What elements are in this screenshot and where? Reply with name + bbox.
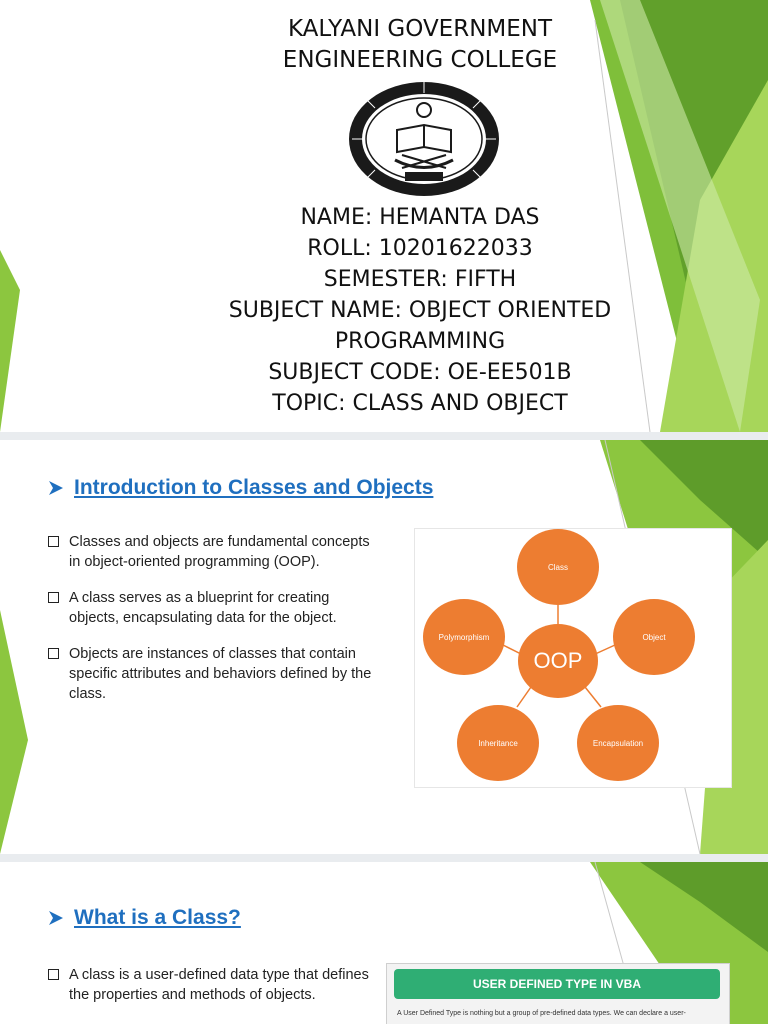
list-item bbox=[48, 644, 378, 704]
oop-node-inheritance bbox=[457, 705, 539, 781]
vba-banner: USER DEFINED TYPE IN VBA bbox=[394, 969, 720, 999]
college-name-line-1: KALYANI GOVERNMENT bbox=[287, 16, 553, 42]
oop-node-encapsulation bbox=[577, 705, 659, 781]
checkbox-bullet-icon bbox=[48, 648, 59, 659]
bullet-list bbox=[48, 532, 378, 720]
node-label: Polymorphism bbox=[438, 632, 490, 642]
class-slide bbox=[0, 862, 768, 1024]
oop-node-polymorphism bbox=[423, 599, 505, 675]
slide-separator bbox=[0, 432, 768, 440]
node-label: Inheritance bbox=[478, 738, 518, 748]
title-slide bbox=[0, 0, 768, 432]
heading-text: Introduction to Classes and Objects bbox=[74, 476, 434, 499]
oop-node-class bbox=[517, 529, 599, 605]
heading-text: What is a Class? bbox=[74, 906, 241, 929]
topic: TOPIC: CLASS AND OBJECT bbox=[272, 391, 568, 416]
oop-diagram bbox=[414, 528, 732, 788]
subject-name-cont: PROGRAMMING bbox=[334, 329, 506, 354]
center-label: OOP bbox=[533, 648, 583, 673]
node-label: Object bbox=[642, 632, 666, 642]
oop-center-node bbox=[518, 624, 598, 698]
list-item bbox=[48, 965, 378, 1005]
bullet-text: A class is a user-defined data type that defines the properties and methods of objects. bbox=[69, 967, 369, 1003]
roll-number: ROLL: 10201622033 bbox=[307, 236, 533, 261]
student-info bbox=[180, 202, 660, 419]
node-label: Class bbox=[547, 562, 568, 572]
college-name bbox=[180, 14, 660, 76]
slide-heading bbox=[48, 476, 433, 500]
checkbox-bullet-icon bbox=[48, 592, 59, 603]
subject-name: SUBJECT NAME: OBJECT ORIENTED bbox=[228, 298, 612, 323]
slide-heading bbox=[48, 906, 241, 930]
college-seal-icon bbox=[347, 80, 501, 198]
bullet-list bbox=[48, 965, 378, 1021]
arrow-bullet-icon bbox=[48, 480, 64, 496]
vba-image bbox=[386, 963, 730, 1024]
list-item bbox=[48, 588, 378, 628]
oop-node-object bbox=[613, 599, 695, 675]
checkbox-bullet-icon bbox=[48, 969, 59, 980]
bullet-text: Classes and objects are fundamental concepts in object-oriented programming (OOP). bbox=[69, 534, 370, 570]
college-name-line-2: ENGINEERING COLLEGE bbox=[282, 47, 558, 73]
vba-description: A User Defined Type is nothing but a group of pre-defined data types. We can declare a user- bbox=[397, 1010, 686, 1017]
intro-slide bbox=[0, 440, 768, 854]
semester: SEMESTER: FIFTH bbox=[323, 267, 517, 292]
checkbox-bullet-icon bbox=[48, 536, 59, 547]
bullet-text: Objects are instances of classes that contain specific attributes and behaviors defined by the class. bbox=[69, 646, 372, 702]
bullet-text: A class serves as a blueprint for creating objects, encapsulating data for the object. bbox=[69, 590, 337, 626]
list-item bbox=[48, 532, 378, 572]
subject-code: SUBJECT CODE: OE-EE501B bbox=[268, 360, 572, 385]
arrow-bullet-icon bbox=[48, 910, 64, 926]
node-label: Encapsulation bbox=[592, 738, 644, 748]
student-name: NAME: HEMANTA DAS bbox=[300, 205, 540, 230]
slide-separator bbox=[0, 854, 768, 862]
